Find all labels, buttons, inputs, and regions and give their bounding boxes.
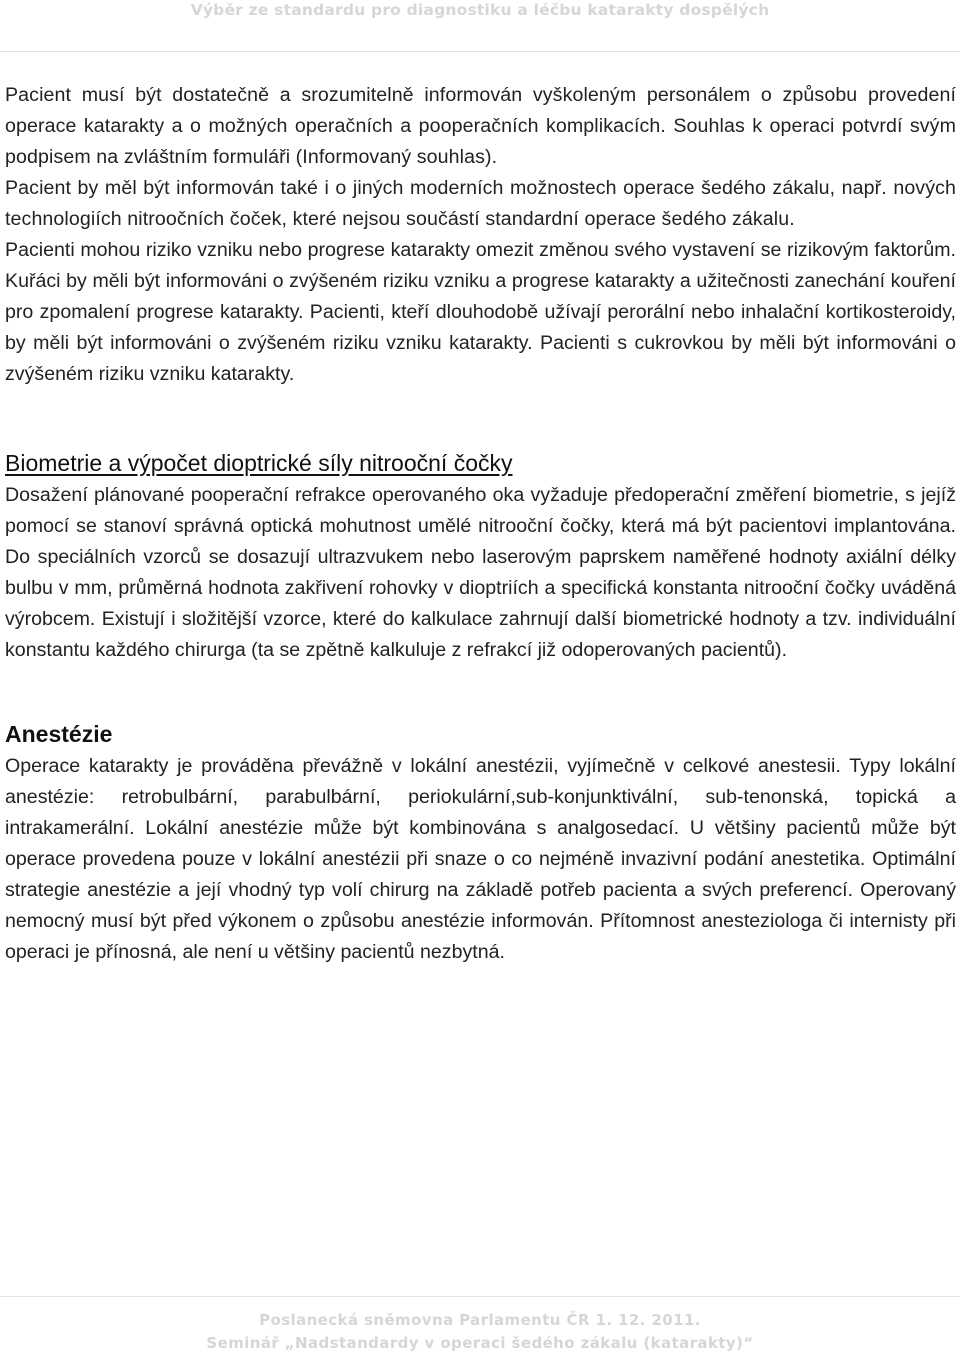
intro-paragraph-technologies: Pacient by měl být informován také i o jiných moderních možnostech operace šedého zákalu, např. nových technologiích nitroočních čoček, které nejsou součástí standardní operace šedého zákalu.: [5, 177, 956, 230]
page-footer: [0, 1296, 960, 1359]
section-heading-anestezie: Anestézie: [5, 721, 113, 747]
header-title: Výběr ze standardu pro diagnostiku a léčbu katarakty dospělých: [190, 1, 770, 19]
intro-paragraph-risk-factors: Pacienti mohou riziko vzniku nebo progrese katarakty omezit změnou svého vystavení se rizikovým faktorům. Kuřáci by měli být informováni o zvýšeném riziku vzniku a progrese katarakty a užitečnosti zanechání kouření pro zpomalení progrese katarakty. Pacienti, kteří dlouhodobě užívají perorální nebo inhalační kortikosteroidy, by měli být informováni o zvýšeném riziku vzniku katarakty. Pacienti s cukrovkou by měli být informováni o zvýšeném riziku vzniku katarakty.: [5, 239, 956, 385]
section-heading-biometrie: Biometrie a výpočet dioptrické síly nitrooční čočky: [5, 450, 513, 476]
biometrie-paragraph: Dosažení plánované pooperační refrakce operovaného oka vyžaduje předoperační změření biometrie, s jejíž pomocí se stanoví správná optická mohutnost umělé nitrooční čočky, která má být pacientovi implantována. Do speciálních vzorců se dosazují ultrazvukem nebo laserovým paprskem naměřené hodnoty axiální délky bulbu v mm, průměrná hodnota zakřivení rohovky v dioptriích a specifická konstanta nitrooční čočky uváděná výrobcem. Existují i složitější vzorce, které do kalkulace zahrnují další biometrické hodnoty a tzv. individuální konstantu každého chirurga (ta se zpětně kalkuluje z refrakcí již odoperovaných pacientů).: [5, 484, 956, 661]
section-spacer: [5, 666, 956, 717]
page-header: [0, 0, 960, 52]
anestezie-paragraph: Operace katarakty je prováděna převážně v lokální anestézii, vyjímečně v celkové anestesii. Typy lokální anestézie: retrobulbární, parabulbární, periokulární,sub-konjunktivální, sub-tenonská, topická a intrakamerální. Lokální anestézie může být kombinována s analgosedací. U většiny pacientů může být operace provedena pouze v lokální anestézii při snaze o co nejméně invazivní podání anestetika. Optimální strategie anestézie a její vhodný typ volí chirurg na základě potřeb pacienta a svých preferencí. Operovaný nemocný musí být před výkonem o způsobu anestézie informován. Přítomnost anesteziologa či internisty při operaci je přínosná, ale není u většiny pacientů nezbytná.: [5, 755, 956, 963]
intro-paragraph-consent: Pacient musí být dostatečně a srozumitelně informován vyškoleným personálem o způsobu provedení operace katarakty a o možných operačních a pooperačních komplikacích. Souhlas k operaci potvrdí svým podpisem na zvláštním formuláři (Informovaný souhlas).: [5, 84, 956, 168]
document-body: [5, 80, 956, 968]
footer-line-event: Poslanecká sněmovna Parlamentu ČR 1. 12. 2011.: [259, 1311, 701, 1329]
section-spacer: [5, 390, 956, 446]
footer-line-seminar: Seminář „Nadstandardy v operaci šedého zákalu (katarakty)“: [206, 1334, 754, 1352]
